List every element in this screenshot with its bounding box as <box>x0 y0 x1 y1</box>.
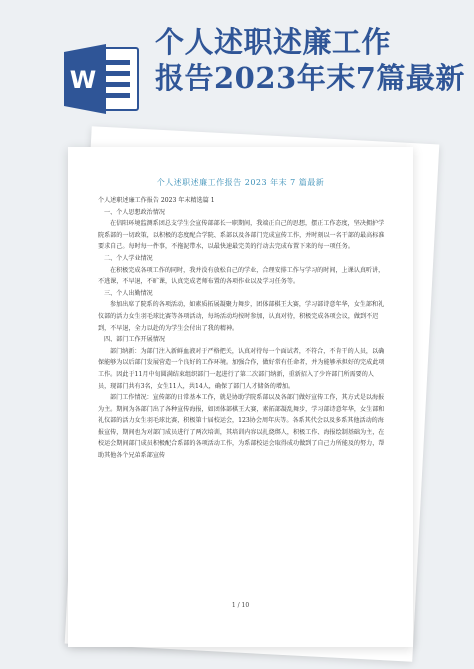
document-body <box>98 195 386 462</box>
headline-line-1: 个人述职述廉工作 <box>155 25 392 59</box>
body-paragraph: 在积极完成各项工作的同时，我并没有放松自己的学业，合理安排工作与学习的时间，上课认真听讲，不逃课，不早退，不旷课，认真完成老师布置的各项作业以及学习任务等。 <box>98 266 385 286</box>
document-preview <box>60 125 420 655</box>
section-heading: 一、个人思想政治情况 <box>104 208 165 216</box>
body-paragraph: 个人述职述廉工作报告 2023 年末精选篇 1 <box>98 197 215 204</box>
headline <box>155 24 467 96</box>
headline-line-2: 报告2023年末7篇最新 <box>155 61 465 95</box>
page-number: 1 / 10 <box>231 602 250 609</box>
word-app-icon <box>64 42 142 116</box>
word-icon <box>64 42 142 116</box>
body-paragraph: 部门工作情况：宣传部的日常基本工作，就是协助学院系部以及各部门做好宣传工作，其方式是以海报为主。期间为各部门出了各种宣传海报，如团体部棋王大赛，素拓部凝乱舞步，学习部诗意年华，女生部和礼仪部的活力女生羽毛球比赛，积极第十届校运会，123协会周年庆等。各系其代会以及多系其他活动的海报宣传，期间也为对部门成员进行了两次培训，其培训内容以扎烧绑人，积极工作、海报绘制基础为主，在校运会期间部门成员积极配合系部的各项活动工作，为系部校运会取得成功做到了自己力所能及的努力，帮助其他各个兄弟系部宣传 <box>98 394 385 460</box>
section-heading: 四、部门工作开展情况 <box>104 336 165 344</box>
body-paragraph: 部门纳新：为部门注入新鲜血液对于严格把关，认真对待每一个面试者，不符合，不肯干的人员，以确保能够为以后部门发展营造一个良好的工作环境。加强合作，做好常有任命者，并为能够承担好的完成此项工作。因此于11月中旬圆满结束组织部门一起进行了第二次部门纳新，重新招入了少许部门所需要的人员，现部门共有3名，女生11人，共14人，确保了部门人才储备的增加。 <box>98 347 385 390</box>
section-heading: 二、个人学业情况 <box>104 254 153 262</box>
document-title: 个人述职述廉工作报告 2023 年末 7 篇最新 <box>156 178 325 187</box>
body-paragraph: 参加出席了院系的各项活动，如素质拓展凝聚力舞步，团体部棋王大赛，学习部诗意年华，女生部和礼仪部的活力女生羽毛球比赛等各项活动，每场活动均按时参加，认真对待，积极完成各项会议，做到不迟到，不早退，全力以赴的为学生会付出了我的精神。 <box>98 301 385 332</box>
document-page <box>68 147 413 647</box>
body-paragraph: 在信阳环境监测系团总支学生会宣传部部长一职期间，我端正自己的思想，摆正工作态度，坚决拥护学院系部的一切政策，以积极的态度配合学院、系部以及各部门完成宣传工作，并时刻以一名干部的最高标准要求自己。每时每一件事，不拖泥带水，以最快速最完美的行动去完成布置下来的每一项任务。 <box>98 220 385 251</box>
section-heading: 三、个人出勤情况 <box>104 289 153 297</box>
word-icon-letter: W <box>69 66 97 94</box>
